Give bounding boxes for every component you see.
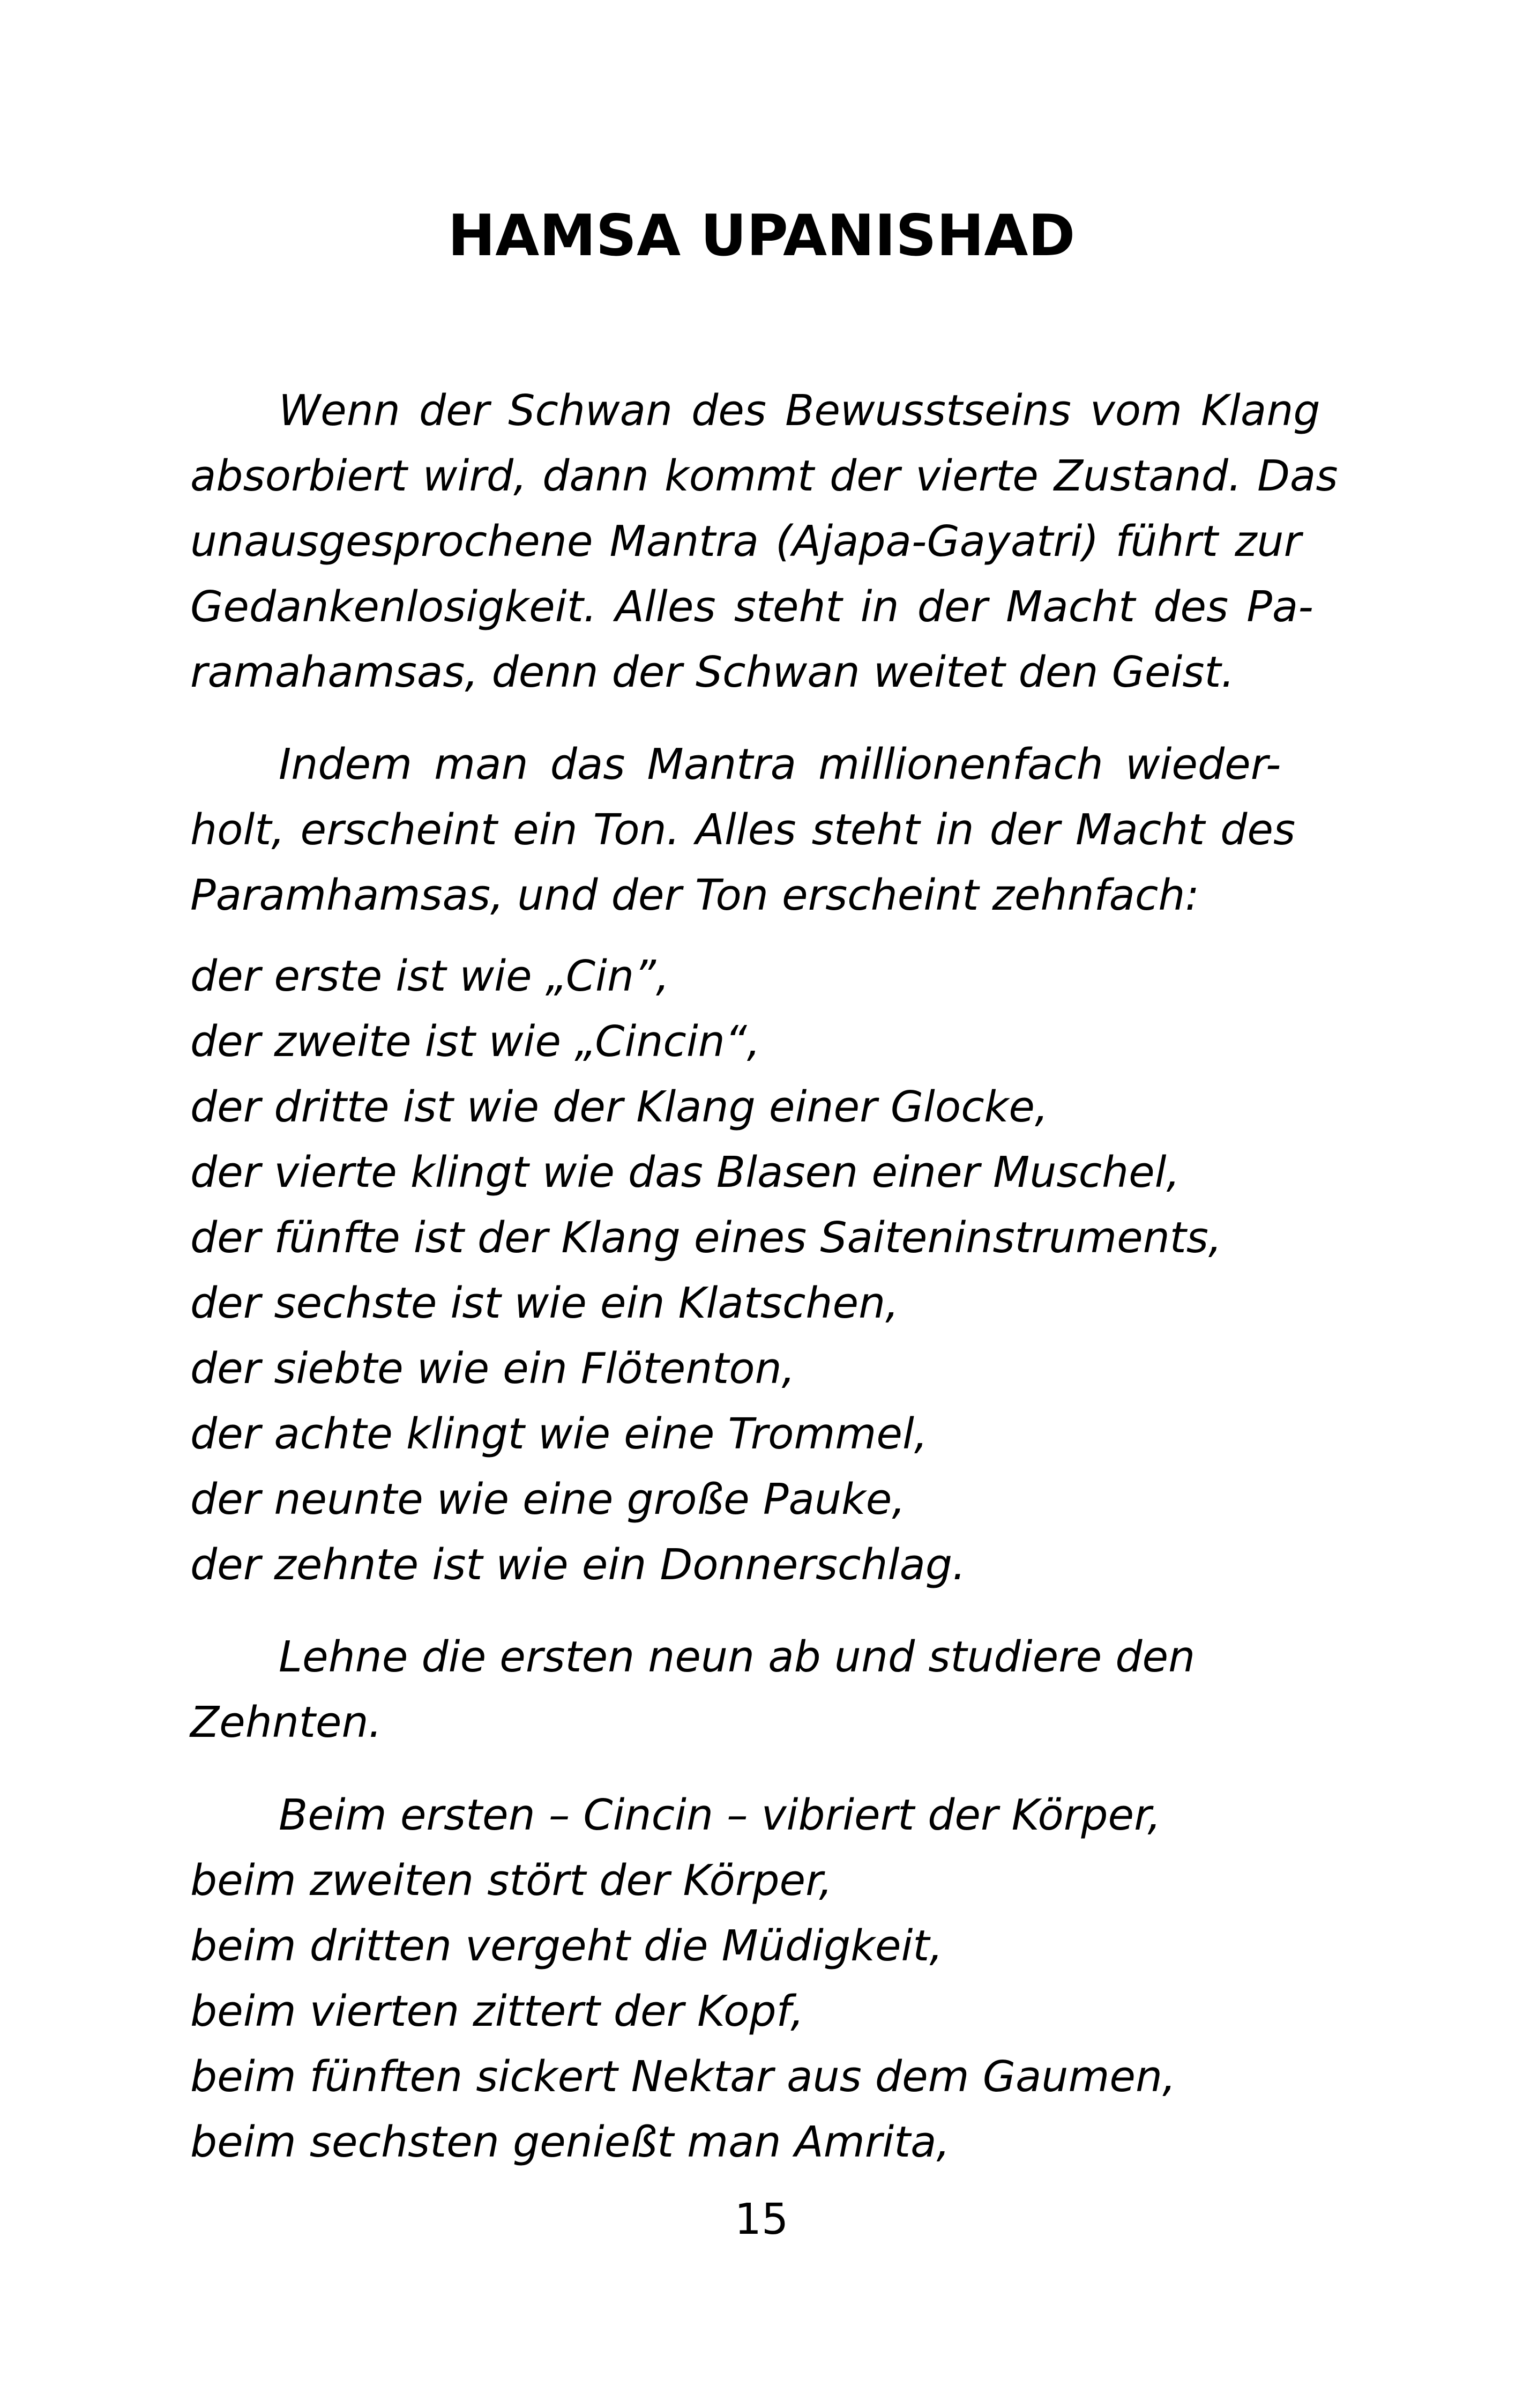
sound-list-item: der zehnte ist wie ein Donnerschlag.: [190, 1540, 966, 1589]
effects-list-item: beim zweiten stört der Körper,: [190, 1856, 833, 1905]
sound-list-item: der erste ist wie „Cin”,: [190, 952, 670, 1001]
paragraph-1-line: absorbiert wird, dann kommt der vierte Zustand. Das: [190, 451, 1338, 501]
paragraph-2: [190, 732, 1326, 928]
sound-list-item: der siebte wie ein Flötenton,: [190, 1344, 795, 1393]
sound-list-item: der sechste ist wie ein Klatschen,: [190, 1279, 899, 1328]
paragraph-2-line: holt, erscheint ein Ton. Alles steht in der Macht des: [190, 805, 1296, 854]
page-number: 15: [734, 2195, 789, 2244]
sound-list-item: der neunte wie eine große Pauke,: [190, 1475, 906, 1524]
sound-list-item: der dritte ist wie der Klang einer Glocke,: [190, 1082, 1049, 1132]
effects-list: [190, 1782, 1326, 2175]
effects-list-item: Beim ersten – Cincin – vibriert der Körper,: [279, 1790, 1161, 1840]
sound-list-item: der vierte klingt wie das Blasen einer Muschel,: [190, 1148, 1180, 1197]
effects-list-item: beim dritten vergeht die Müdigkeit,: [190, 1921, 943, 1971]
paragraph-2-line: Indem man das Mantra millionenfach wieder-: [279, 740, 1281, 789]
effects-list-item: beim fünften sickert Nektar aus dem Gaumen,: [190, 2052, 1176, 2101]
paragraph-1-line: Gedankenlosigkeit. Alles steht in der Macht des Pa-: [190, 582, 1313, 631]
page-title: HAMSA UPANISHAD: [447, 203, 1076, 269]
sound-list: [190, 943, 1326, 1597]
paragraph-1-line: unausgesprochene Mantra (Ajapa-Gayatri) führt zur: [190, 517, 1302, 566]
sound-list-item: der fünfte ist der Klang eines Saiteninstruments,: [190, 1213, 1222, 1262]
sound-list-item: der zweite ist wie „Cincin“,: [190, 1017, 760, 1066]
effects-list-item: beim sechsten genießt man Amrita,: [190, 2117, 950, 2167]
effects-list-item: beim vierten zittert der Kopf,: [190, 1987, 804, 2036]
paragraph-3-line: Zehnten.: [190, 1698, 382, 1747]
paragraph-3-line: Lehne die ersten neun ab und studiere den: [279, 1632, 1196, 1682]
paragraph-1-line: Wenn der Schwan des Bewusstseins vom Klang: [279, 386, 1320, 435]
paragraph-2-line: Paramhamsas, und der Ton erscheint zehnfach:: [190, 871, 1200, 920]
sound-list-item: der achte klingt wie eine Trommel,: [190, 1409, 928, 1459]
paragraph-1: [190, 378, 1338, 705]
paragraph-3: [190, 1624, 1326, 1755]
paragraph-1-line: ramahamsas, denn der Schwan weitet den Geist.: [190, 648, 1235, 697]
